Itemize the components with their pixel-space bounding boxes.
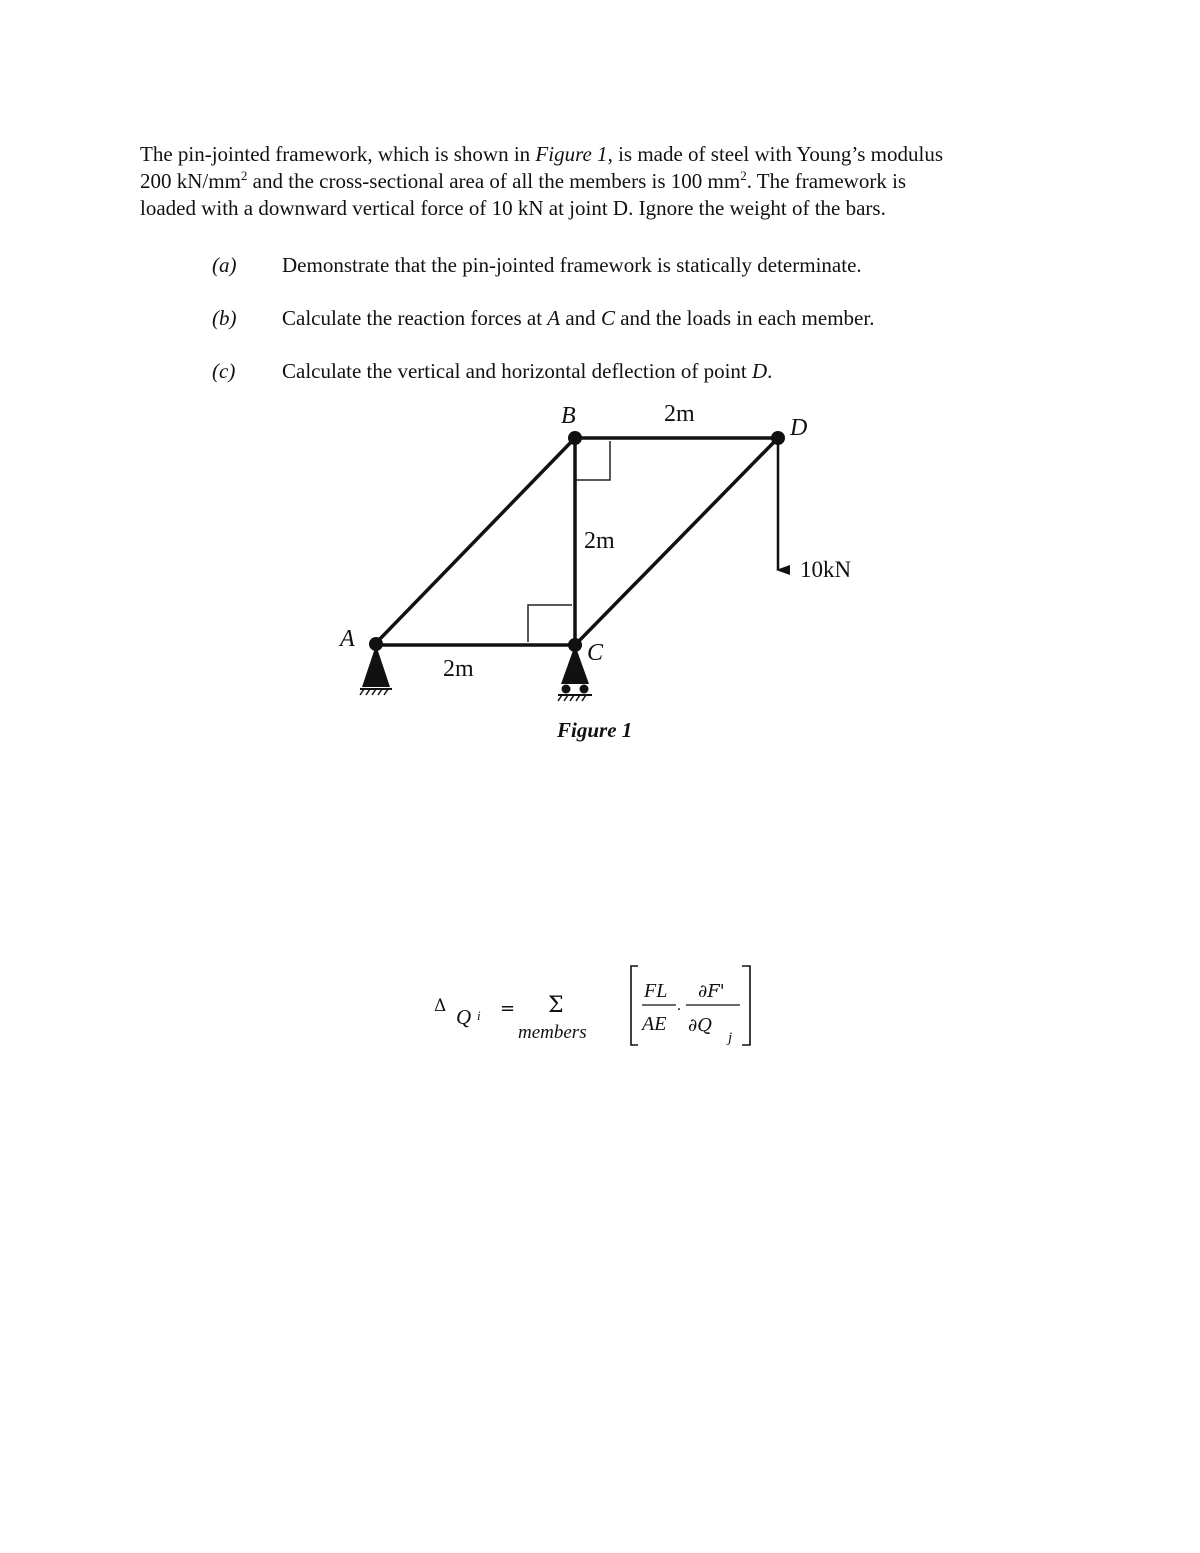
question-text (282, 359, 772, 384)
question-text (282, 306, 874, 331)
text-run: C (600, 306, 615, 330)
superscript: 2 (240, 168, 248, 183)
Q-symbol: Q (456, 1005, 472, 1029)
text-run: and the loads in each member. (614, 306, 875, 330)
figure-caption: Figure 1 (557, 718, 633, 742)
right-angle-marker-C (528, 605, 572, 642)
statement-line-3: loaded with a downward vertical force of 10 kN at joint D. Ignore the weight of the bars. (140, 196, 886, 220)
question-label: (c) (212, 359, 236, 383)
partial-Q-denominator: ∂Q (688, 1015, 713, 1036)
joint-B-node (568, 431, 582, 445)
subscript-i: i (477, 1008, 481, 1023)
left-bracket (631, 966, 638, 1045)
pin-support-A (360, 645, 392, 695)
sigma-symbol: Σ (548, 993, 564, 1018)
text-run: . (767, 359, 773, 383)
text-run: Calculate the vertical and horizontal deflection of point (282, 359, 752, 383)
partial-F-numerator: ∂F' (698, 981, 725, 1002)
figure-reference: Figure 1 (535, 142, 608, 166)
member-AB (376, 438, 575, 643)
superscript: 2 (740, 168, 747, 183)
load-label: 10kN (800, 557, 852, 582)
text-run: and (560, 306, 601, 330)
subscript-j: j (728, 1030, 733, 1046)
joint-label-D: D (790, 415, 808, 441)
statement-line-2 (140, 168, 1060, 195)
joint-label-A: A (340, 626, 355, 652)
statement-text: and the cross-sectional area of all the members is 100 mm (247, 169, 741, 193)
AE-denominator: AE (642, 1013, 667, 1035)
text-run: Calculate the reaction forces at (282, 306, 548, 330)
joint-C-node (568, 638, 582, 652)
statement-text: , is made of steel with Young’s modulus (607, 142, 943, 166)
statement-text: The pin-jointed framework, which is shown in (140, 142, 536, 166)
joint-A-node (369, 637, 383, 651)
question-text: Demonstrate that the pin-jointed framework is statically determinate. (282, 253, 862, 277)
equals-sign: = (500, 998, 516, 1019)
dimension-BC: 2m (584, 528, 615, 554)
deflection-formula (420, 955, 780, 1055)
statement-text: 200 kN/mm (140, 169, 241, 193)
FL-numerator: FL (644, 980, 668, 1002)
question-label: (b) (212, 306, 237, 330)
question-label: (a) (212, 253, 237, 277)
joint-label-B: B (561, 403, 576, 429)
statement-text: . The framework is (746, 169, 907, 193)
right-angle-marker-B (575, 441, 610, 480)
text-run: D (752, 359, 768, 383)
joint-label-C: C (587, 640, 604, 666)
text-run: A (547, 306, 561, 330)
problem-statement (140, 141, 1060, 222)
dimension-AC: 2m (443, 656, 474, 682)
dimension-BD: 2m (664, 401, 695, 427)
right-bracket (742, 966, 750, 1045)
delta-symbol: Δ (434, 996, 447, 1016)
truss-figure (300, 390, 900, 750)
members-label: members (518, 1022, 587, 1043)
multiply-dot: . (677, 997, 681, 1014)
statement-line-1 (140, 141, 1060, 168)
